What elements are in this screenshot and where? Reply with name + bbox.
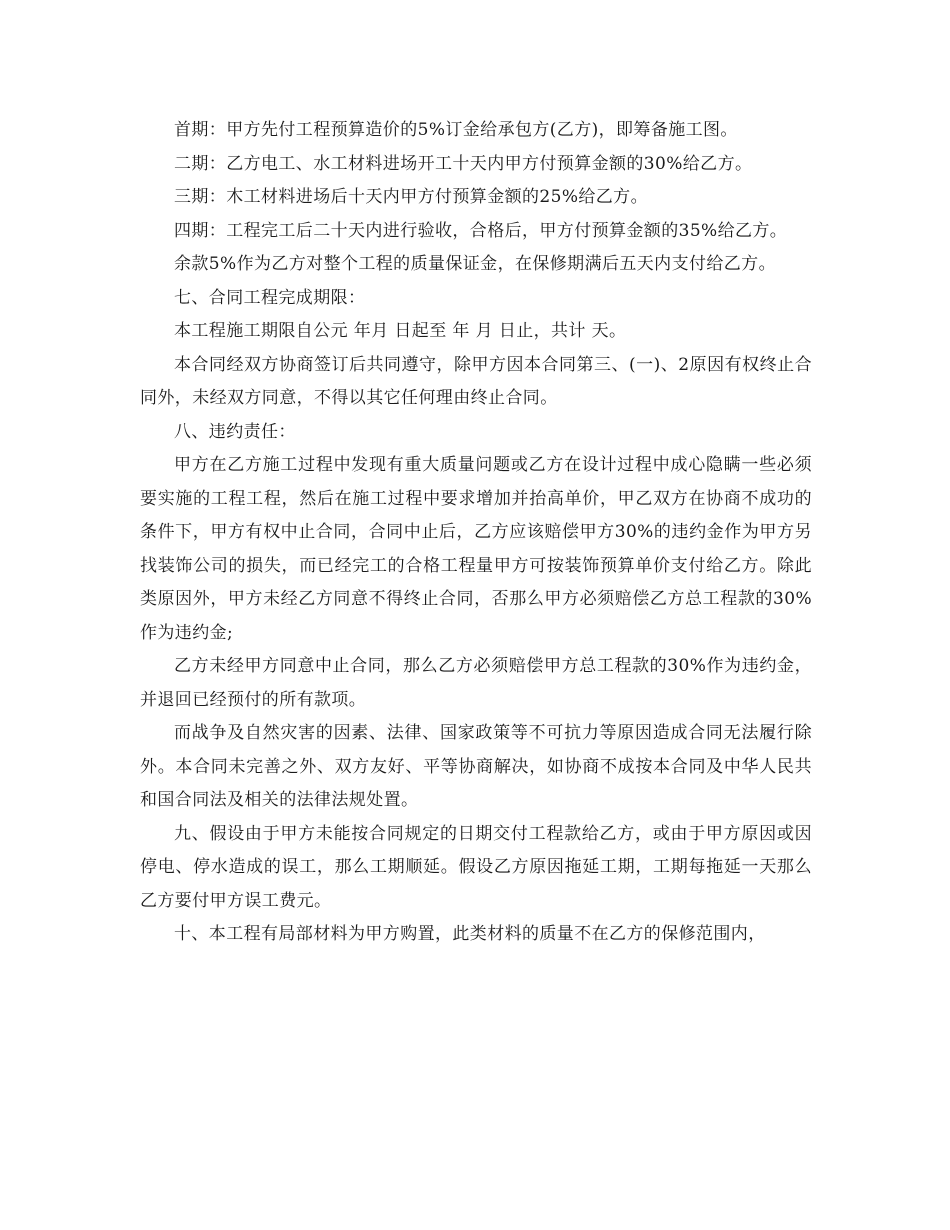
paragraph-retention-balance: 余款5%作为乙方对整个工程的质量保证金，在保修期满后五天内支付给乙方。: [174, 254, 776, 274]
paragraph-payment-third: 三期：木工材料进场后十天内甲方付预算金额的25%给乙方。: [174, 187, 648, 207]
paragraph-materials-clause: 十、本工程有局部材料为甲方购置，此类材料的质量不在乙方的保修范围内，: [174, 924, 766, 944]
document-page: [140, 114, 812, 952]
paragraph-payment-second: 二期：乙方电工、水工材料进场开工十天内甲方付预算金额的30%给乙方。: [174, 153, 753, 174]
paragraph-payment-fourth: 四期：工程完工后二十天内进行验收，合格后，甲方付预算金额的35%给乙方。: [174, 220, 788, 241]
paragraph-termination-terms: 本合同经双方协商签订后共同遵守，除甲方因本合同第三、(一)、2原因有权终止合同外，未经双方同意，不得以其它任何理由终止合同。: [140, 354, 812, 408]
paragraph-payment-first: 首期：甲方先付工程预算造价的5%订金给承包方(乙方)，即筹备施工图。: [174, 120, 738, 140]
paragraph-party-b-breach: 乙方未经甲方同意中止合同，那么乙方必须赔偿甲方总工程款的30%作为违约金，并退回已经预付的所有款项。: [140, 656, 812, 710]
paragraph-party-a-breach: 甲方在乙方施工过程中发现有重大质量问题或乙方在设计过程中成心隐瞒一些必须要实施的工程工程，然后在施工过程中要求增加并抬高单价，甲乙双方在协商不成功的条件下，甲方有权中止合同，合同中止后，乙方应该赔偿甲方30%的违约金作为甲方另找装饰公司的损失，而已经完工的合格工程量甲方可按装饰预算单价支付给乙方。除此类原因外，甲方未经乙方同意不得终止合同，否那么甲方必须赔偿乙方总工程款的30%作为违约金;: [140, 455, 812, 643]
paragraph-force-majeure: 而战争及自然灾害的因素、法律、国家政策等不可抗力等原因造成合同无法履行除外。本合同未完善之外、双方友好、平等协商解决，如协商不成按本合同及中华人民共和国合同法及相关的法律法规处置。: [140, 723, 812, 810]
paragraph-delay-terms: 九、假设由于甲方未能按合同规定的日期交付工程款给乙方，或由于甲方原因或因停电、停水造成的误工，那么工期顺延。假设乙方原因拖延工期，工期每拖延一天那么乙方要付甲方误工费元。: [140, 823, 812, 911]
section-heading-breach-liability: 八、违约责任：: [174, 421, 296, 442]
paragraph-construction-period: 本工程施工期限自公元 年月 日起至 年 月 日止，共计 天。: [174, 321, 627, 341]
section-heading-completion-period: 七、合同工程完成期限：: [174, 287, 366, 308]
